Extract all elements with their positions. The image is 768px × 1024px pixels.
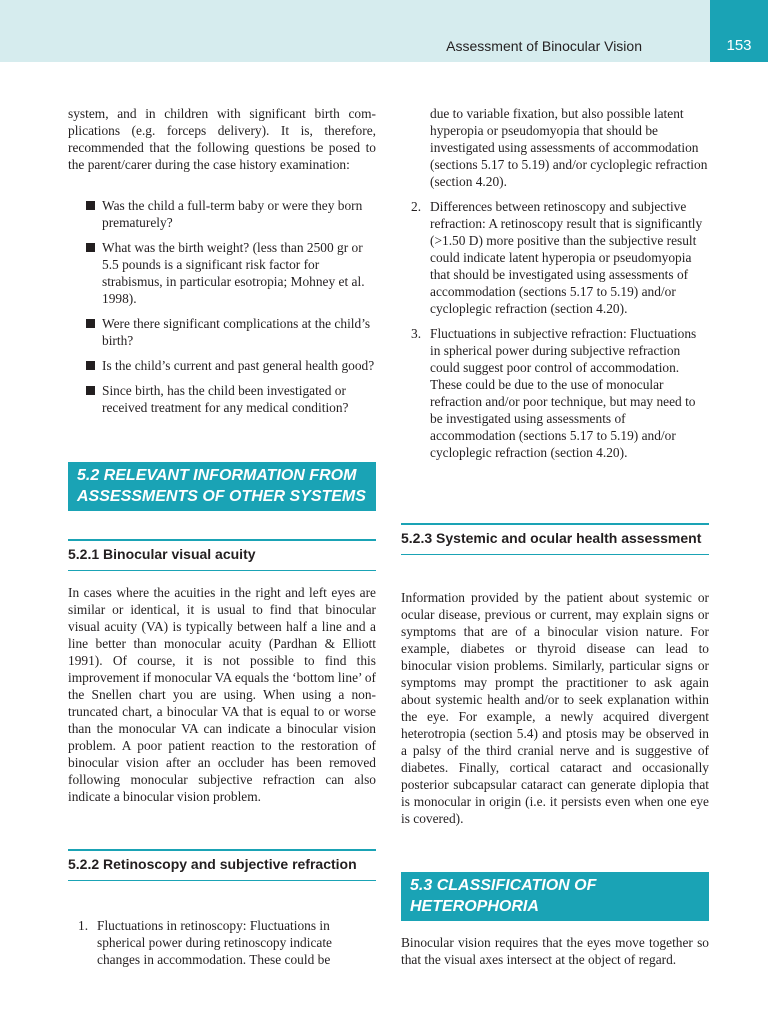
systemic-health-paragraph: Information provided by the patient about systemic or ocular disease, previous or current, may explain signs or symptoms that are of a binocular vision nature. For example, diabetes or thyroid disease can lead to binocular vision problems. Similarly, particular signs or symptoms may prompt the practitioner to ask again about systemic health and/or to seek explanation within the eye. For example, a newly acquired divergent heterotropia (section 5.4) and ptosis may be observed in a palsy of the third cranial nerve and is suggestive of diabetes. Finally, cortical cataract and occasionally posterior subcapsular cataract can generate diplopia that is monocular in origin (i.e. it persists even when one eye is covered). — [401, 590, 709, 826]
page-number-box — [710, 0, 768, 62]
list-item: Was the child a full-term baby or were they born prematurely? — [68, 197, 376, 231]
subsection-heading-5-2-3: 5.2.3 Systemic and ocular health assessment — [401, 523, 709, 555]
page-number: 153 — [726, 37, 752, 54]
list-item: What was the birth weight? (less than 2500 gr or 5.5 pounds is a significant risk factor for strabismus, in particular esotropia; Mohney et al. 1998). — [68, 239, 376, 307]
running-header-title: Assessment of Binocular Vision — [446, 38, 642, 54]
refraction-list-start — [68, 917, 376, 976]
refraction-list-continued — [401, 105, 709, 469]
bullet-square-icon — [86, 201, 95, 210]
bullet-square-icon — [86, 319, 95, 328]
heterophoria-paragraph: Binocular vision requires that the eyes move together so that the visual axes intersect at the object of regard. — [401, 935, 709, 967]
intro-paragraph: system, and in children with significant birth complications (e.g. forceps delivery). It is, therefore, recommended that the following questions be posed to the parent/carer during the case history examination: — [68, 106, 376, 172]
list-item: Is the child’s current and past general health good? — [68, 357, 376, 374]
subsection-heading-5-2-1: 5.2.1 Binocular visual acuity — [68, 539, 376, 571]
list-item: 1. Fluctuations in retinoscopy: Fluctuations in spherical power during retinoscopy indicate changes in accommodation. These could be — [78, 918, 333, 967]
section-heading-5-3: 5.3 CLASSIFICATION OF HETEROPHORIA — [401, 872, 709, 921]
list-item: Since birth, has the child been investigated or received treatment for any medical condition? — [68, 382, 376, 416]
subsection-heading-5-2-2: 5.2.2 Retinoscopy and subjective refraction — [68, 849, 376, 881]
binocular-acuity-paragraph: In cases where the acuities in the right and left eyes are similar or identical, it is usual to find that binocular visual acuity (VA) is typically between half a line and a line better than monocular acuity (Pardhan & Elliott 1991). Of course, it is not possible to find this improvement if monocular VA equals the ‘bottom line’ of the Snellen chart you are using. When using a non-truncated chart, a binocular VA that is equal to or worse than the monocular VA can indicate a binocular vision problem. A poor patient reaction to the restoration of binocular vision after an occluder has been removed following monocular subjective refraction can also indicate a binocular vision problem. — [68, 585, 376, 804]
list-item: Were there significant complications at the child’s birth? — [68, 315, 376, 349]
bullet-square-icon — [86, 243, 95, 252]
list-item: 3. Fluctuations in subjective refraction: Fluctuations in spherical power during subjective refraction could suggest poor control of accommodation. These could be due to the use of monocular refraction and/or poor technique, but may need to be investigated using assessments of accommodation (sections 5.17 to 5.19) and/or cycloplegic refraction (section 4.20). — [411, 326, 697, 460]
list-item: 2. Differences between retinoscopy and subjective refraction: A retinoscopy result that is significantly (>1.50 D) more positive than the subjective result could indicate latent hyperopia or pseudomyopia that should be investigated using assessments of accommodation (sections 5.17 to 5.19) and/or cycloplegic refraction (section 4.20). — [411, 199, 703, 316]
list-item: due to variable fixation, but also possible latent hyperopia or pseudomyopia that should be investigated using assessments of accommodation (sections 5.17 to 5.19) and/or cycloplegic refraction (section 4.20). — [430, 106, 708, 189]
bullet-square-icon — [86, 361, 95, 370]
section-heading-5-2: 5.2 RELEVANT INFORMATION FROM ASSESSMENTS OF OTHER SYSTEMS — [68, 462, 376, 511]
bullet-square-icon — [86, 386, 95, 395]
running-header — [0, 0, 710, 62]
case-history-questions — [68, 197, 376, 424]
